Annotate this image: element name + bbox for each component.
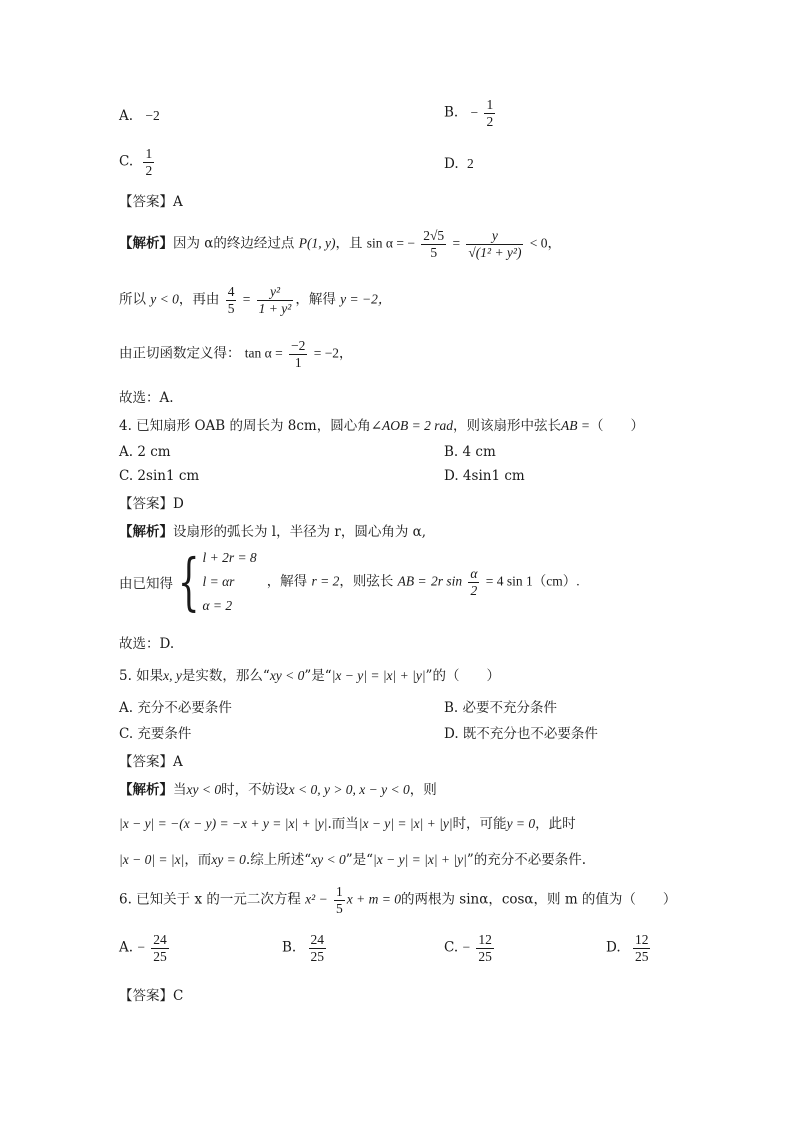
q4-option-d: D. 4sin1 cm <box>444 468 525 484</box>
text: ”是“ <box>345 852 374 868</box>
fraction: $\frac{24}{25}$ <box>310 932 325 964</box>
text: 设扇形的弧长为 l，半径为 r，圆心角为 α, <box>173 524 427 540</box>
text: 是实数，那么“ <box>181 668 270 684</box>
abs-equation: |x − y| = |x| + |y| <box>358 816 453 831</box>
q4-option-b: B. 4 cm <box>444 444 496 460</box>
q4-answer: 【答案】D <box>119 496 184 512</box>
q3-option-c <box>119 146 156 178</box>
text: ，解得 <box>295 291 336 308</box>
option-label: B. <box>444 104 459 121</box>
option-label: B. <box>282 939 297 956</box>
q4-analysis <box>119 520 426 540</box>
fraction: $\frac{1}{2}$ <box>486 97 494 129</box>
option-label: A. <box>119 939 134 956</box>
fraction: $\frac{1}{2}$ <box>145 146 153 178</box>
chord: AB = <box>397 573 427 589</box>
q3-analysis-line3 <box>119 338 353 370</box>
q5-analysis-line2 <box>119 812 576 832</box>
fraction: $\frac{2√5}{5}$ <box>423 228 445 260</box>
q5-option-d: D. 既不充分也不必要条件 <box>444 726 598 742</box>
q6-answer: 【答案】C <box>119 988 184 1004</box>
text: 所以 <box>119 291 146 308</box>
text: ”的充分不必要条件. <box>466 852 587 868</box>
text: ，而 <box>184 852 212 868</box>
text: 4. 已知扇形 OAB 的周长为 8cm，圆心角 <box>119 418 371 434</box>
fraction: $\frac{-2}{1}$ <box>291 338 306 370</box>
tan-expr: tan α = <box>244 345 283 361</box>
q5-option-a: A. 充分不必要条件 <box>119 700 232 716</box>
q5-option-b: B. 必要不充分条件 <box>444 700 558 716</box>
condition: xy < 0 <box>186 782 222 797</box>
result: = −2， <box>313 345 353 361</box>
equation-part: x + m = 0 <box>346 891 401 907</box>
equation-part: x² − <box>305 891 328 907</box>
text: 由正切函数定义得： <box>119 345 241 362</box>
brace: { <box>177 545 200 618</box>
option-value: −2 <box>145 108 160 123</box>
inequality: < 0， <box>529 235 562 251</box>
result: = 4 sin 1（cm）. <box>485 573 580 589</box>
text: ，且 <box>335 235 363 252</box>
fraction: $\frac{4}{5}$ <box>227 284 235 316</box>
q3-option-b <box>444 97 497 129</box>
q4-stem <box>119 414 644 434</box>
q5-answer: 【答案】A <box>119 754 183 770</box>
text: ，此时 <box>535 816 576 832</box>
analysis-tag: 【解析】 <box>119 235 173 252</box>
minus-sign: − <box>137 939 145 955</box>
text: ”的（ ） <box>425 668 500 684</box>
q5-analysis-line3 <box>119 848 586 868</box>
equation: |x − 0| = |x| <box>119 852 185 867</box>
text: 因为 α的终边经过点 <box>173 235 295 252</box>
minus-sign: − <box>462 939 471 955</box>
text: ，则该扇形中弦长 <box>453 418 562 434</box>
variables: x, y <box>163 668 182 683</box>
option-label: D. <box>606 939 621 956</box>
text: 的两根为 sinα，cosα，则 m 的值为（ ） <box>400 891 677 908</box>
q6-stem <box>119 884 676 916</box>
q6-option-c <box>444 932 496 964</box>
option-label: C. <box>119 153 134 170</box>
option-label: A. <box>119 108 134 124</box>
minus-sign: − <box>470 104 479 120</box>
q5-stem <box>119 664 500 684</box>
q6-option-a <box>119 932 171 964</box>
q5-option-c: C. 充要条件 <box>119 726 192 742</box>
q3-analysis-line1: 【解析】因为 α的终边经过点 P(1, y)，且 sin α = − $\frac{2√5}{5}$ = $\frac{y}{\text{√(1² + y²)}}$ < 0， <box>119 228 562 260</box>
text: .而当 <box>327 816 359 832</box>
q3-conclusion: 故选：A. <box>119 390 174 406</box>
point: P(1, y) <box>298 235 336 251</box>
text: ，解得 <box>266 573 308 590</box>
q3-answer: 【答案】A <box>119 194 183 210</box>
expr: 2r sin <box>430 573 463 589</box>
text: 5. 如果 <box>119 668 164 684</box>
radius: r = 2 <box>311 573 340 589</box>
text: ”是“ <box>304 668 332 684</box>
text: 当 <box>173 782 187 798</box>
q6-option-d <box>606 932 652 964</box>
angle: ∠AOB = 2 rad <box>370 418 454 433</box>
text: ，则 <box>409 782 437 798</box>
chord: AB = <box>561 418 591 433</box>
fraction: $\frac{y}{\text{√(1² + y²)}}$ <box>468 228 522 260</box>
fraction: $\frac{24}{25}$ <box>153 932 167 964</box>
text: 由已知得 <box>119 576 173 592</box>
analysis-tag: 【解析】 <box>119 782 173 798</box>
q5-analysis-line1 <box>119 778 437 798</box>
result: y = −2， <box>340 291 392 307</box>
value: y = 0 <box>506 816 536 831</box>
abs-equation: |x − y| = |x| + |y| <box>373 852 467 867</box>
q3-option-a <box>119 108 160 124</box>
fraction: $\frac{12}{25}$ <box>478 932 492 964</box>
bracket: （ ） <box>590 418 645 434</box>
text: 6. 已知关于 x 的一元二次方程 <box>119 891 301 908</box>
q4-option-a: A. 2 cm <box>119 444 171 460</box>
fraction: $\frac{\text{y²}}{\text{1 + y²}}$ <box>258 284 292 316</box>
text: 时，不妨设 <box>221 782 289 798</box>
q3-option-d <box>444 156 474 172</box>
q4-conclusion: 故选：D. <box>119 636 175 652</box>
q6-option-b <box>282 932 328 964</box>
q4-option-c: C. 2sin1 cm <box>119 468 200 484</box>
abs-equation: |x − y| = |x| + |y| <box>331 668 426 683</box>
fraction: $\frac{\alpha}{2}$ <box>470 565 478 598</box>
option-label: D. <box>444 156 459 172</box>
condition: xy < 0 <box>311 852 346 867</box>
equation-system: l + 2r = 8 l = αr α = 2 <box>202 550 257 613</box>
condition: xy < 0 <box>269 668 305 683</box>
q4-system-line <box>119 546 580 616</box>
equation: |x − y| = −(x − y) = −x + y = |x| + |y| <box>119 816 328 831</box>
fraction: $\frac{1}{5}$ <box>336 884 343 916</box>
assumption: x < 0, y > 0, x − y < 0 <box>288 782 410 797</box>
option-value: 2 <box>466 156 474 171</box>
text: ，则弦长 <box>339 573 394 590</box>
text: ，再由 <box>178 291 220 308</box>
option-label: C. <box>444 939 459 956</box>
text: .综上所述“ <box>245 852 312 868</box>
value: xy = 0 <box>211 852 246 867</box>
sin-expr: sin α = − <box>366 235 415 251</box>
analysis-tag: 【解析】 <box>119 524 173 540</box>
q3-analysis-line2: 所以 y < 0，再由 $\frac{4}{5}$ = $\frac{\text{y²}}{\text{1 + y²}}$ ，解得 y = −2， <box>119 284 392 316</box>
fraction: $\frac{12}{25}$ <box>634 932 649 964</box>
condition: y < 0 <box>150 291 179 307</box>
text: 时，可能 <box>452 816 507 832</box>
